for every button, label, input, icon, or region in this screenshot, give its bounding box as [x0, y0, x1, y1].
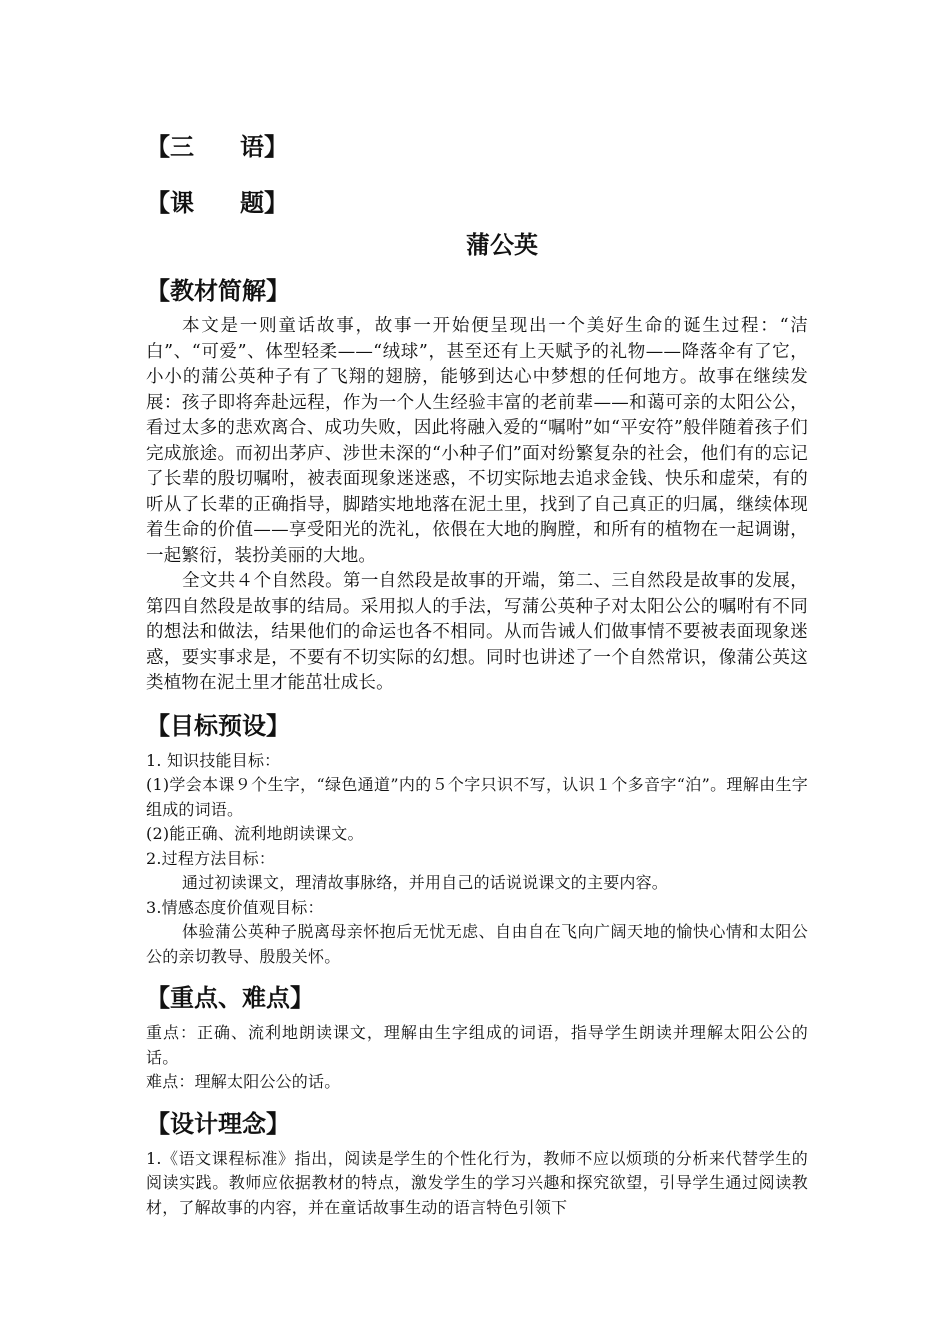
- section-heading-design: 【设计理念】: [146, 1109, 290, 1138]
- keys-list: [146, 1021, 808, 1095]
- goals-list: [146, 749, 808, 970]
- topic-label-right: 题】: [240, 189, 288, 217]
- grade-label: 【三: [146, 133, 194, 161]
- goal-line: 1. 知识技能目标：: [146, 750, 281, 770]
- topic-label-left: 【课: [146, 189, 194, 217]
- design-line: 1.《语文课程标准》指出，阅读是学生的个性化行为，教师不应以烦琐的分析来代替学生的阅读实践。教师应依据教材的特点，激发学生的学习兴趣和探究欲望，引导学生通过阅读教材，了解故事的内容，并在童话故事生动的语言特色引领下: [146, 1148, 808, 1217]
- key-point: 重点：正确、流利地朗读课文，理解由生字组成的词语，指导学生朗读并理解太阳公公的话。: [146, 1023, 808, 1067]
- goal-line: 通过初读课文，理清故事脉络，并用自己的话说说课文的主要内容。: [182, 873, 669, 892]
- topic-header: [146, 186, 808, 220]
- intro-paragraph-2: 全文共４个自然段。第一自然段是故事的开端，第二、三自然段是故事的发展，第四自然段是故事的结局。采用拟人的手法，写蒲公英种子对太阳公公的嘱咐有不同的想法和做法，结果他们的命运也各不相同。从而告诫人们做事情不要被表面现象迷惑，要实事求是，不要有不切实际的幻想。同时也讲述了一个自然常识，像蒲公英这类植物在泥土里才能茁壮成长。: [146, 571, 808, 693]
- section-heading-goals: 【目标预设】: [146, 711, 290, 740]
- document-page: [146, 130, 808, 1220]
- difficult-point: 难点：理解太阳公公的话。: [146, 1072, 341, 1091]
- goal-line: 2.过程方法目标：: [146, 848, 276, 868]
- section-heading-keys: 【重点、难点】: [146, 984, 314, 1012]
- goal-line: (1)学会本课９个生字，“绿色通道”内的５个字只识不写，认识１个多音字“泊”。理解由生字组成的词语。: [146, 775, 808, 819]
- intro-paragraph-1: 本文是一则童话故事，故事一开始便呈现出一个美好生命的诞生过程：“洁白”、“可爱”、体型轻柔——“绒球”，甚至还有上天赋予的礼物——降落伞有了它，小小的蒲公英种子有了飞翔的翅膀，能够到达心中梦想的任何地方。故事在继续发展：孩子即将奔赴远程，作为一个人生经验丰富的老前辈——和蔼可亲的太阳公公，看过太多的悲欢离合、成功失败，因此将融入爱的“嘱咐”如“平安符”般伴随着孩子们完成旅途。而初出茅庐、涉世未深的“小种子们”面对纷繁复杂的社会，他们有的忘记了长辈的殷切嘱咐，被表面现象迷迷惑，不切实际地去追求金钱、快乐和虚荣，有的听从了长辈的正确指导，脚踏实地地落在泥土里，找到了自己真正的归属，继续体现着生命的价值——享受阳光的洗礼，依偎在大地的胸膛，和所有的植物在一起调谢，一起繁衍，装扮美丽的大地。: [146, 316, 808, 566]
- subject-label: 语】: [240, 133, 288, 161]
- goal-line: 3.情感态度价值观目标：: [146, 897, 324, 917]
- page-title: 蒲公英: [466, 231, 538, 259]
- design-list: [146, 1147, 808, 1221]
- goal-line: 体验蒲公英种子脱离母亲怀抱后无忧无虑、自由自在飞向广阔天地的愉快心情和太阳公公的亲切教导、殷殷关怀。: [146, 922, 808, 966]
- goal-line: (2)能正确、流利地朗读课文。: [146, 824, 364, 843]
- section-heading-intro: 【教材简解】: [146, 277, 290, 305]
- grade-subject-header: [146, 130, 808, 164]
